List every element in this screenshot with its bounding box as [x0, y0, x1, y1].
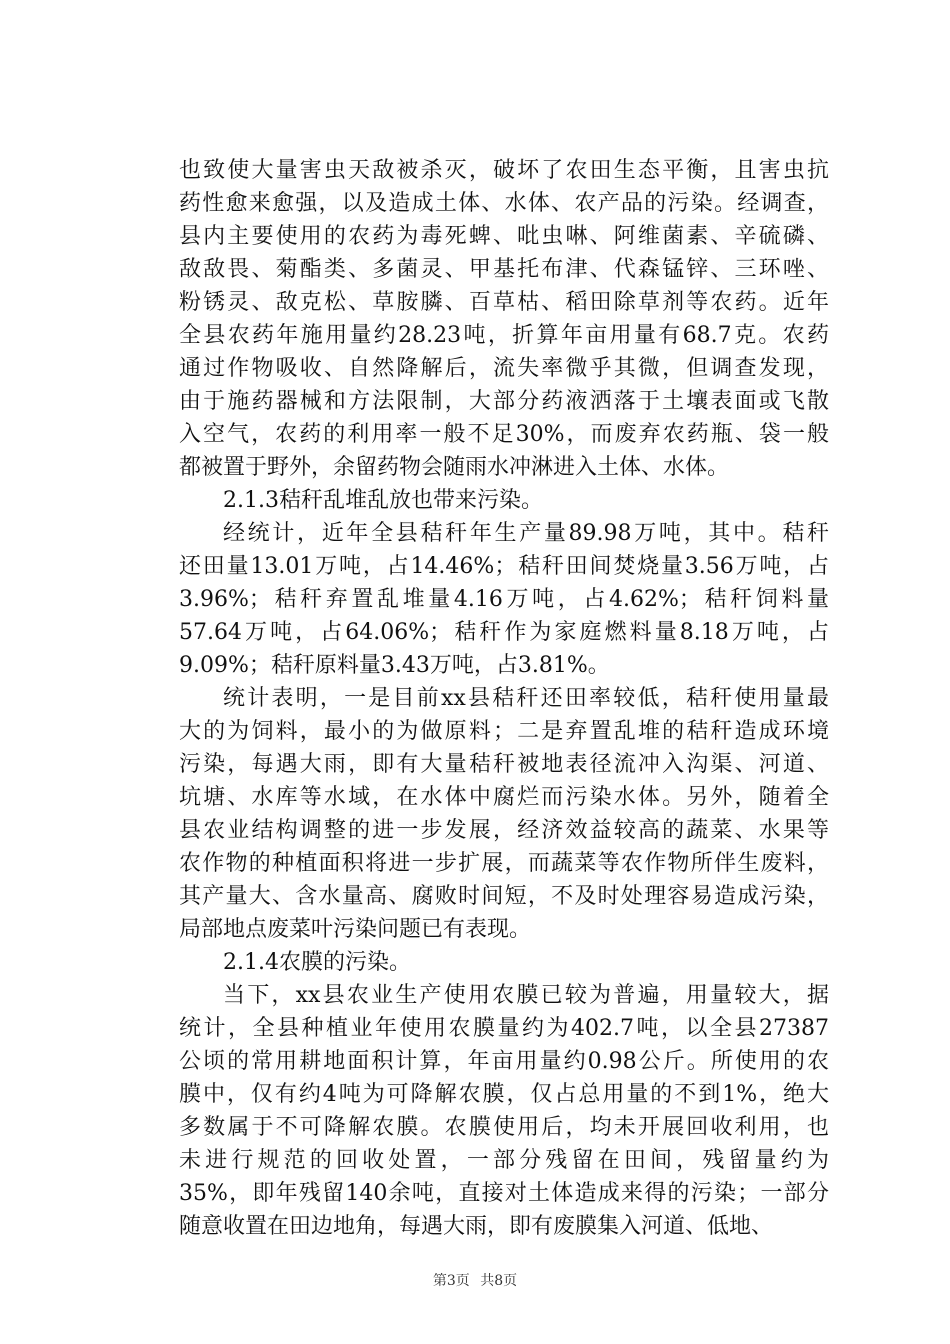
text-line: 通过作物吸收、自然降解后，流失率微乎其微，但调查发现，	[179, 356, 829, 381]
page-total: 共8页	[480, 1273, 518, 1289]
text-line: 污染，每遇大雨，即有大量秸秆被地表径流冲入沟渠、河道、	[179, 752, 829, 777]
paragraph	[179, 517, 829, 682]
text-line: 也致使大量害虫天敌被杀灭，破坏了农田生态平衡，且害虫抗	[179, 158, 829, 183]
text-line: 由于施药器械和方法限制，大部分药液洒落于土壤表面或飞散	[179, 389, 829, 414]
text-line: 县内主要使用的农药为毒死蜱、吡虫啉、阿维菌素、辛硫磷、	[179, 224, 829, 249]
text-line: 公顷的常用耕地面积计算，年亩用量约0.98公斤。所使用的农	[179, 1049, 829, 1074]
page-number: 第3页	[432, 1273, 470, 1289]
page-footer	[0, 1271, 950, 1291]
text-line: 多数属于不可降解农膜。农膜使用后，均未开展回收利用，也	[179, 1115, 829, 1140]
text-line: 当下，xx县农业生产使用农膜已较为普遍，用量较大，据	[223, 983, 829, 1008]
text-line: 都被置于野外，余留药物会随雨水冲淋进入土体、水体。	[179, 455, 730, 480]
text-line: 农作物的种植面积将进一步扩展，而蔬菜等农作物所伴生废料，	[179, 851, 829, 876]
text-line: 2.1.4农膜的污染。	[223, 950, 411, 975]
text-line: 57.64万吨，占64.06%；秸秆作为家庭燃料量8.18万吨，占	[179, 620, 829, 645]
text-line: 敌敌畏、菊酯类、多菌灵、甲基托布津、代森锰锌、三环唑、	[179, 257, 829, 282]
text-line: 随意收置在田边地角，每遇大雨，即有废膜集入河道、低地、	[179, 1214, 774, 1239]
paragraph	[179, 154, 829, 484]
paragraph	[179, 682, 829, 946]
text-line: 还田量13.01万吨，占14.46%；秸秆田间焚烧量3.56万吨，占	[179, 554, 829, 579]
section-heading	[179, 946, 829, 979]
document-body	[179, 154, 829, 1243]
text-line: 药性愈来愈强，以及造成土体、水体、农产品的污染。经调查，	[179, 191, 829, 216]
text-line: 县农业结构调整的进一步发展，经济效益较高的蔬菜、水果等	[179, 818, 829, 843]
paragraph	[179, 979, 829, 1243]
text-line: 未进行规范的回收处置，一部分残留在田间，残留量约为	[179, 1148, 829, 1173]
text-line: 膜中，仅有约4吨为可降解农膜，仅占总用量的不到1%，绝大	[179, 1082, 829, 1107]
text-line: 入空气，农药的利用率一般不足30%，而废弃农药瓶、袋一般	[179, 422, 829, 447]
text-line: 9.09%；秸秆原料量3.43万吨，占3.81%。	[179, 653, 610, 678]
text-line: 3.96%；秸秆弃置乱堆量4.16万吨，占4.62%；秸秆饲料量	[179, 587, 829, 612]
text-line: 大的为饲料，最小的为做原料；二是弃置乱堆的秸秆造成环境	[179, 719, 829, 744]
text-line: 其产量大、含水量高、腐败时间短，不及时处理容易造成污染，	[179, 884, 829, 909]
section-heading	[179, 484, 829, 517]
text-line: 统计，全县种植业年使用农膜量约为402.7吨，以全县27387	[179, 1016, 829, 1041]
text-line: 粉锈灵、敌克松、草胺膦、百草枯、稻田除草剂等农药。近年	[179, 290, 829, 315]
text-line: 坑塘、水库等水域，在水体中腐烂而污染水体。另外，随着全	[179, 785, 829, 810]
text-line: 2.1.3秸秆乱堆乱放也带来污染。	[223, 488, 543, 513]
text-line: 统计表明，一是目前xx县秸秆还田率较低，秸秆使用量最	[223, 686, 829, 711]
text-line: 35%，即年残留140余吨，直接对土体造成来得的污染；一部分	[179, 1181, 829, 1206]
text-line: 全县农药年施用量约28.23吨，折算年亩用量有68.7克。农药	[179, 323, 829, 348]
text-line: 经统计，近年全县秸秆年生产量89.98万吨，其中。秸秆	[223, 521, 829, 546]
text-line: 局部地点废菜叶污染问题已有表现。	[179, 917, 532, 942]
